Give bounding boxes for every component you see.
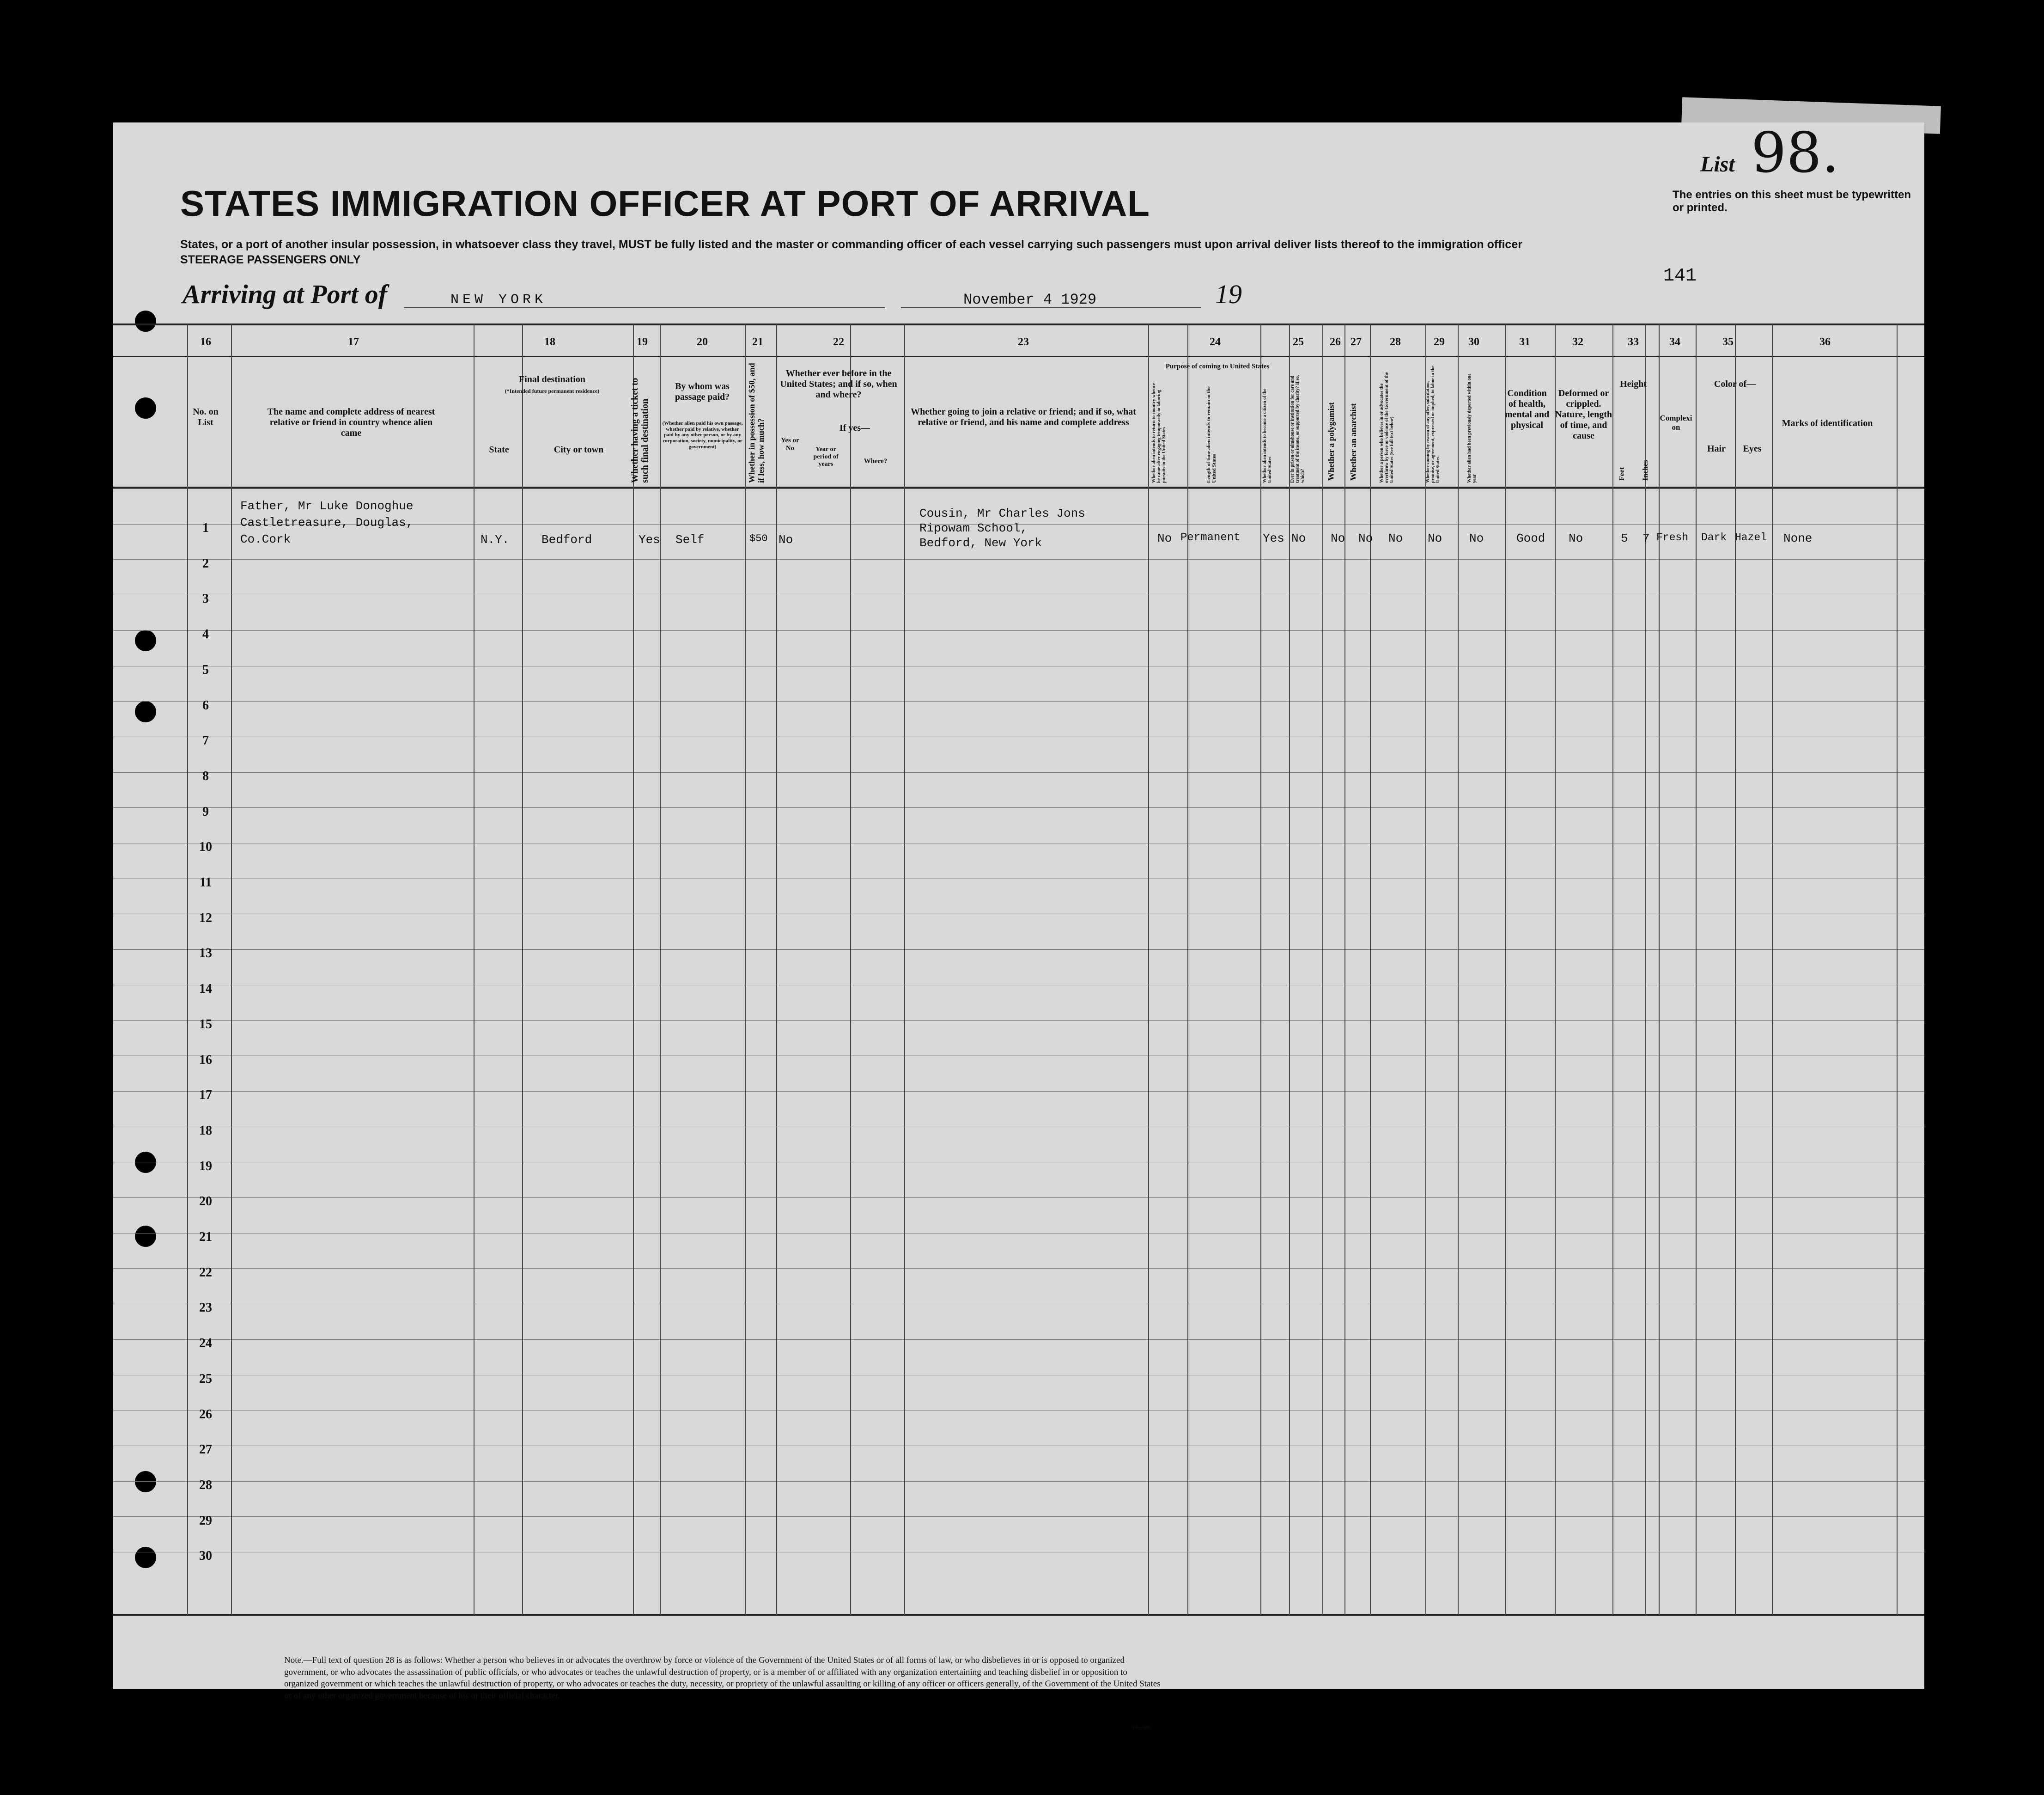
- colnum-27: 27: [1350, 336, 1362, 348]
- header-citizen-intent: Whether alien intends to become a citizen of the United States: [1262, 388, 1272, 483]
- row-number: 29: [199, 1514, 212, 1528]
- colnum-24: 24: [1210, 336, 1221, 348]
- colnum-30: 30: [1468, 336, 1479, 348]
- binder-hole: [135, 1226, 156, 1247]
- binder-hole: [135, 630, 156, 651]
- row-number: 20: [199, 1194, 212, 1209]
- colnum-22: 22: [833, 336, 844, 348]
- header-money: Whether in possession of $50, and if less, how much?: [747, 363, 766, 483]
- entry-anarchist: No: [1358, 531, 1373, 545]
- entry-citizen-intent: Yes: [1263, 531, 1284, 545]
- entry-complexion: Fresh: [1656, 531, 1689, 543]
- colnum-18: 18: [544, 336, 555, 348]
- port-value: NEW YORK: [450, 292, 547, 308]
- entry-inches: 7: [1642, 531, 1650, 545]
- entry-deformed: No: [1569, 531, 1583, 545]
- column-line: [633, 324, 634, 1615]
- header-height: Height: [1620, 379, 1647, 389]
- column-line: [1659, 324, 1660, 1615]
- header-return-intent: Whether alien intends to return to country whence he came after engaging temporarily in laboring pursuits in the United States: [1151, 383, 1167, 483]
- entry-deported: No: [1469, 531, 1484, 545]
- column-line: [1772, 324, 1773, 1615]
- column-line: [1425, 324, 1426, 1615]
- header-inches: Inches: [1642, 460, 1649, 481]
- column-line: [745, 324, 746, 1615]
- entry-city: Bedford: [541, 533, 592, 547]
- binder-hole: [135, 311, 156, 332]
- row-number: 18: [199, 1123, 212, 1138]
- row-line: [113, 701, 1924, 702]
- header-complexion: Complexion: [1660, 414, 1692, 432]
- binder-hole: [135, 397, 156, 419]
- entry-marks: None: [1783, 531, 1813, 545]
- column-line: [850, 324, 851, 1615]
- colnum-divider: [113, 356, 1924, 357]
- row-line: [113, 1481, 1924, 1482]
- date-value: November 4 1929: [963, 291, 1097, 308]
- colnum-31: 31: [1519, 336, 1530, 348]
- header-labor-offer: Whether coming by reason of any offer, solicitation, promise, or agreement, expressed or implied, to labor in the United States: [1425, 366, 1441, 483]
- binder-hole: [135, 1547, 156, 1568]
- page-title: STATES IMMIGRATION OFFICER AT PORT OF ARRIVAL: [180, 183, 1150, 224]
- header-year-period: Year or period of years: [813, 446, 839, 468]
- column-line: [1322, 324, 1323, 1615]
- row-line: [113, 1197, 1924, 1198]
- row-line: [113, 1339, 1924, 1340]
- row-line: [113, 1516, 1924, 1517]
- header-final-destination: Final destination: [519, 374, 585, 385]
- column-line: [1458, 324, 1459, 1615]
- header-if-yes: If yes—: [839, 423, 870, 433]
- entry-relative-line3: Co.Cork: [240, 532, 291, 546]
- row-number: 12: [199, 911, 212, 925]
- header-anarchist: Whether an anarchist: [1349, 403, 1358, 481]
- colnum-36: 36: [1819, 336, 1831, 348]
- row-number: 23: [199, 1300, 212, 1315]
- binder-hole: [135, 701, 156, 722]
- row-number: 10: [199, 840, 212, 854]
- column-line: [1735, 324, 1736, 1615]
- header-overthrow: Whether a person who believes in or advocates the overthrow by force or violence of the Government of the United States (See full text below): [1379, 372, 1394, 483]
- entry-state: N.Y.: [481, 533, 510, 547]
- row-line: [113, 807, 1924, 808]
- column-line: [1696, 324, 1697, 1615]
- header-length-of-stay: Length of time alien intends to remain in the United States: [1206, 386, 1217, 483]
- column-line: [1645, 324, 1646, 1615]
- row-number: 6: [202, 698, 209, 713]
- manifest-sheet: [113, 122, 1924, 1689]
- header-yes-no: Yes or No: [781, 437, 799, 452]
- entry-relative-line2: Castletreasure, Douglas,: [240, 516, 414, 530]
- colnum-34: 34: [1669, 336, 1680, 348]
- colnum-29: 29: [1434, 336, 1445, 348]
- entry-join-line2: Ripowam School,: [919, 521, 1028, 535]
- row-number: 27: [199, 1442, 212, 1457]
- header-final-destination-note: (*Intended future permanent residence): [505, 388, 600, 394]
- column-line: [1289, 324, 1290, 1615]
- list-number: 98.: [1751, 121, 1839, 185]
- column-line: [1505, 324, 1506, 1615]
- header-health: Condition of health, mental and physical: [1504, 388, 1550, 430]
- form-number: 14—480: [1132, 1724, 1151, 1730]
- colnum-23: 23: [1018, 336, 1029, 348]
- header-join-relative: Whether going to join a relative or friend; and if so, what relative or friend, and his name and complete address: [911, 407, 1136, 427]
- row-number: 8: [202, 769, 209, 783]
- header-passage-paid: By whom was passage paid?: [675, 381, 730, 402]
- row-number: 17: [199, 1088, 212, 1102]
- row-number: 4: [202, 627, 209, 641]
- entry-before-in-us: No: [779, 533, 793, 547]
- header-no-on-list: No. on List: [193, 407, 219, 427]
- row-number: 2: [202, 556, 209, 571]
- column-line: [660, 324, 661, 1615]
- colnum-25: 25: [1293, 336, 1304, 348]
- sheet-number: 141: [1663, 266, 1697, 287]
- entry-feet: 5: [1621, 531, 1628, 545]
- column-line: [1344, 324, 1345, 1615]
- typewritten-note: The entries on this sheet must be typewritten or printed.: [1673, 189, 1911, 214]
- entry-relative-line1: Father, Mr Luke Donoghue: [240, 499, 414, 513]
- entry-prison: No: [1291, 531, 1306, 545]
- header-state: State: [489, 445, 509, 455]
- row-number: 7: [202, 733, 209, 748]
- row-line: [113, 630, 1924, 631]
- row-number: 9: [202, 805, 209, 819]
- column-line: [776, 324, 777, 1615]
- header-deported: Whether alien had been previously deported within one year: [1467, 373, 1477, 483]
- entry-return-intent: No: [1157, 531, 1172, 545]
- colnum-33: 33: [1628, 336, 1639, 348]
- row-line: [113, 1268, 1924, 1269]
- colnum-35: 35: [1722, 336, 1734, 348]
- column-line: [1148, 324, 1149, 1615]
- colnum-16: 16: [200, 336, 211, 348]
- entry-labor-offer: No: [1428, 531, 1442, 545]
- row-number: 3: [202, 592, 209, 606]
- header-feet: Feet: [1618, 467, 1626, 481]
- steerage-label: STEERAGE PASSENGERS ONLY: [180, 253, 361, 266]
- table-bottom-border: [113, 1614, 1924, 1616]
- header-color-of: Color of—: [1714, 379, 1756, 389]
- header-purpose: Purpose of coming to United States: [1165, 363, 1270, 370]
- row-number: 14: [199, 982, 212, 996]
- colnum-28: 28: [1390, 336, 1401, 348]
- column-line: [231, 324, 232, 1615]
- table-top-border: [113, 324, 1924, 325]
- header-nearest-relative: The name and complete address of nearest relative or friend in country whence alien came: [267, 407, 435, 438]
- row-number: 26: [199, 1407, 212, 1422]
- row-number: 25: [199, 1372, 212, 1386]
- header-passage-paid-note: (Whether alien paid his own passage, whether paid by relative, whether paid by any other person, or by any corporation, society, municipality, or government): [662, 421, 743, 450]
- header-before-in-us: Whether ever before in the United States; and if so, when and where?: [780, 368, 897, 400]
- colnum-26: 26: [1330, 336, 1341, 348]
- header-city: City or town: [554, 445, 604, 455]
- header-ticket: Whether having a ticket to such final destination: [630, 378, 650, 483]
- entry-polygamist: No: [1331, 531, 1345, 545]
- row-line: [113, 488, 1924, 489]
- colnum-19: 19: [637, 336, 648, 348]
- year-label: 19: [1215, 279, 1242, 309]
- colnum-17: 17: [348, 336, 359, 348]
- header-deformed: Deformed or crippled. Nature, length of time, and cause: [1555, 388, 1612, 441]
- header-prison: Ever in prison or almshouse or institution for care and treatment of the insane, or supported by charity? If so, which?: [1290, 375, 1305, 483]
- row-number: 11: [199, 875, 212, 890]
- arriving-label: Arriving at Port of: [182, 279, 388, 309]
- row-line: [113, 949, 1924, 950]
- entry-hair: Dark: [1701, 531, 1727, 543]
- entry-join-line1: Cousin, Mr Charles Jons: [919, 507, 1085, 520]
- column-line: [904, 324, 905, 1615]
- entry-money: $50: [749, 533, 768, 544]
- entry-overthrow: No: [1388, 531, 1403, 545]
- row-line: [113, 1091, 1924, 1092]
- row-number: 13: [199, 946, 212, 960]
- colnum-32: 32: [1572, 336, 1583, 348]
- entry-ticket: Yes: [639, 533, 660, 547]
- row-number: 19: [199, 1159, 212, 1173]
- row-number: 5: [202, 663, 209, 677]
- entry-health: Good: [1516, 531, 1545, 545]
- header-eyes: Eyes: [1743, 444, 1762, 454]
- footer-note: Note.—Full text of question 28 is as follows: Whether a person who believes in or advocates the overthrow by force or violence of the Government of the United States or of all forms of law, or who disbelieves in or is opposed to organized government, or who advocates the assassination of public officials, or who advocates or teaches the unlawful destruction of property, or is a member of or affiliated with any organization entertaining and teaching disbelief in or opposition to organized government or which teaches the unlawful destruction of property, or who advocates or teaches the duty, necessity, or propriety of the unlawful assaulting or killing of any officer or officers generally, of the Government of the United States or of any other organized government because of his or their official character.: [284, 1655, 1161, 1701]
- column-line: [1612, 324, 1613, 1615]
- row-line: [113, 772, 1924, 773]
- list-label: List: [1700, 152, 1735, 177]
- entry-eyes: Hazel: [1735, 531, 1767, 543]
- row-number: 24: [199, 1336, 212, 1350]
- row-number: 28: [199, 1478, 212, 1492]
- instruction-text: States, or a port of another insular possession, in whatsoever class they travel, MUST be fully listed and the master or commanding officer of each vessel carrying such passengers must upon arrival deliver lists thereof to the immigration officer: [180, 238, 1522, 251]
- row-number: 22: [199, 1265, 212, 1280]
- colnum-20: 20: [697, 336, 708, 348]
- row-number: 21: [199, 1230, 212, 1244]
- entry-join-line3: Bedford, New York: [919, 536, 1042, 550]
- binder-hole: [135, 1152, 156, 1173]
- header-marks: Marks of identification: [1782, 418, 1873, 428]
- row-line: [113, 559, 1924, 560]
- column-line: [1260, 324, 1261, 1615]
- row-line: [113, 1020, 1924, 1021]
- binder-hole: [135, 1471, 156, 1492]
- column-line: [1555, 324, 1556, 1615]
- row-number: 16: [199, 1053, 212, 1067]
- column-line: [1370, 324, 1371, 1615]
- row-number: 1: [202, 521, 209, 535]
- column-line: [1187, 324, 1188, 1615]
- entry-passage-paid: Self: [675, 533, 705, 547]
- header-where: Where?: [864, 458, 888, 465]
- column-line: [522, 324, 523, 1615]
- column-line: [1897, 324, 1898, 1615]
- header-polygamist: Whether a polygamist: [1326, 402, 1336, 481]
- row-number: 30: [199, 1549, 212, 1563]
- row-number: 15: [199, 1017, 212, 1032]
- entry-length-of-stay: Permanent: [1180, 531, 1241, 544]
- header-hair: Hair: [1707, 444, 1726, 454]
- colnum-21: 21: [752, 336, 763, 348]
